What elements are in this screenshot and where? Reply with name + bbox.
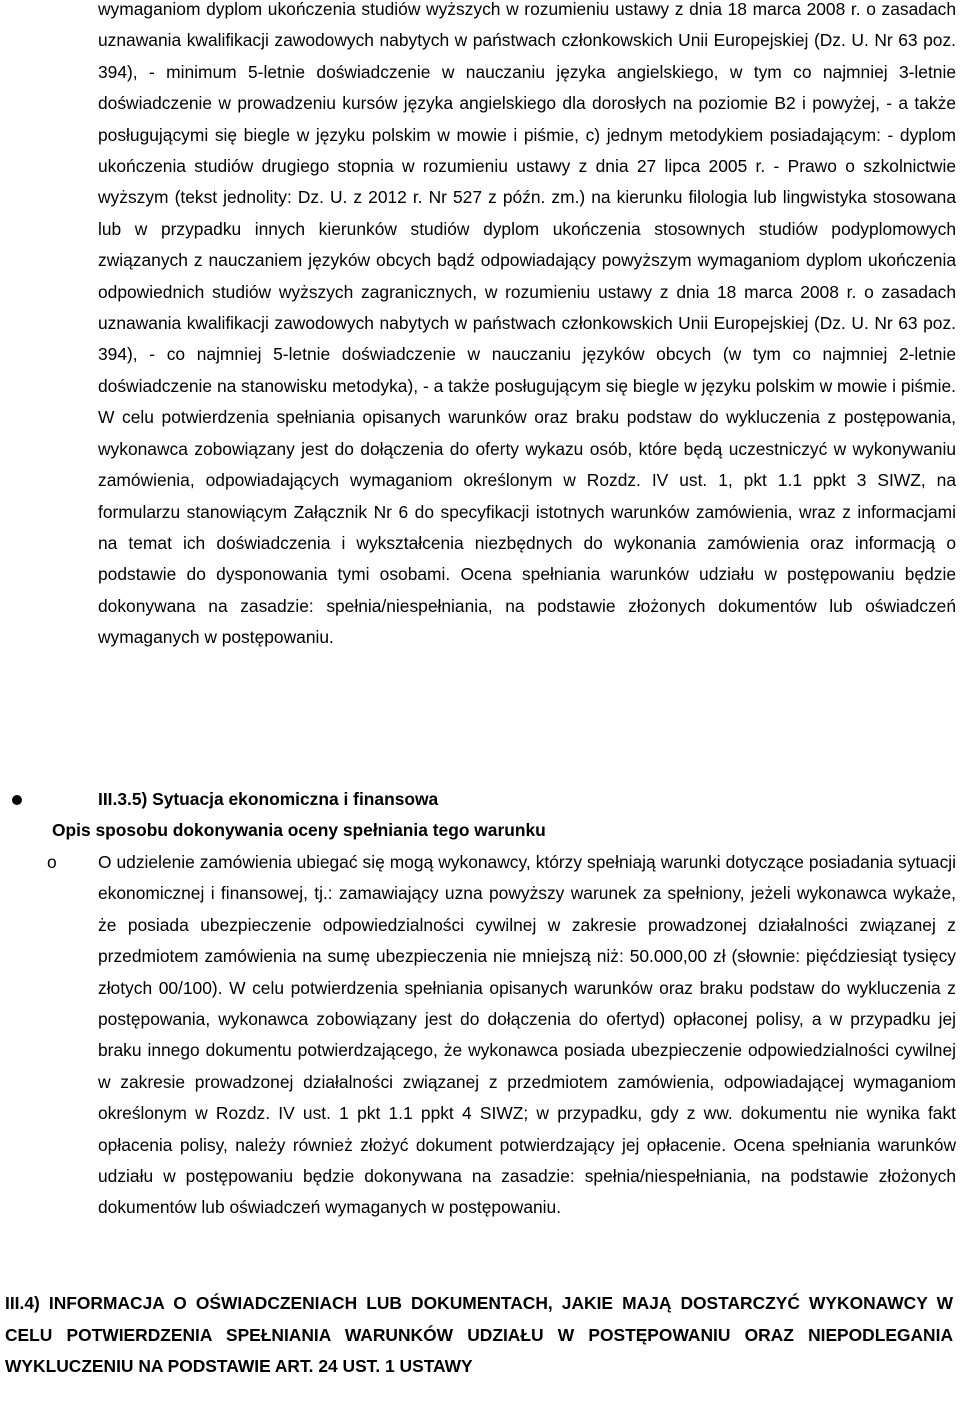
subsection-title: Opis sposobu dokonywania oceny spełniania tego warunku: [52, 820, 546, 840]
list-marker: o: [47, 852, 57, 872]
financial-condition-paragraph: O udzielenie zamówienia ubiegać się mogą wykonawcy, którzy spełniają warunki dotyczące posiadania sytuacji ekonomicznej i finansowej, tj.: zamawiający uzna powyższy warunek za spełniony, jeżeli wykonawca wykaże, że posiada ubezpieczenie odpowiedzialności cywilnej w zakresie prowadzonej działalności związanej z przedmiotem zamówienia na sumę ubezpieczenia nie mniejszą niż: 50.000,00 zł (słownie: pięćdziesiąt tysięcy złotych 00/100). W celu potwierdzenia spełniania opisanych warunków oraz braku podstaw do wykluczenia z postępowania, wykonawca zobowiązany jest do dołączenia do ofertyd) opłaconej polisy, a w przypadku jej braku innego dokumentu potwierdzającego, że wykonawca posiada ubezpieczenie odpowiedzialności cywilnej w zakresie prowadzonej działalności związanej z przedmiotem zamówienia, odpowiadającej wymaganiom określonym w Rozdz. IV ust. 1 pkt 1.1 ppkt 4 SIWZ; w przypadku, gdy z ww. dokumentu nie wynika fakt opłacenia polisy, należy również złożyć dokument potwierdzający jej opłacenie. Ocena spełniania warunków udziału w postępowaniu będzie dokonywana na zasadzie: spełnia/niespełniania, na podstawie złożonych dokumentów lub oświadczeń wymaganych w postępowaniu.: [98, 852, 956, 1218]
continuation-paragraph: wymaganiom dyplom ukończenia studiów wyższych w rozumieniu ustawy z dnia 18 marca 2008 r. o zasadach uznawania kwalifikacji zawodowych nabytych w państwach członkowskich Unii Europejskiej (Dz. U. Nr 63 poz. 394), - minimum 5-letnie doświadczenie w nauczaniu języka angielskiego, w tym co najmniej 3-letnie doświadczenie w prowadzeniu kursów języka angielskiego dla dorosłych na poziomie B2 i powyżej, - a także posługującymi się biegle w języku polskim w mowie i piśmie, c) jednym metodykiem posiadającym: - dyplom ukończenia studiów drugiego stopnia w rozumieniu ustawy z dnia 27 lipca 2005 r. - Prawo o szkolnictwie wyższym (tekst jednolity: Dz. U. z 2012 r. Nr 527 z późn. zm.) na kierunku filologia lub lingwistyka stosowana lub w przypadku innych kierunków studiów dyplom ukończenia stosownych studiów podyplomowych związanych z nauczaniem języków obcych bądź odpowiadający powyższym wymaganiom dyplom ukończenia odpowiednich studiów wyższych zagranicznych, w rozumieniu ustawy z dnia 18 marca 2008 r. o zasadach uznawania kwalifikacji zawodowych nabytych w państwach członkowskich Unii Europejskiej (Dz. U. Nr 63 poz. 394), - co najmniej 5-letnie doświadczenie w nauczaniu języków obcych (w tym co najmniej 2-letnie doświadczenie na stanowisku metodyka), - a także posługującym się biegle w języku polskim w mowie i piśmie. W celu potwierdzenia spełniania opisanych warunków oraz braku podstaw do wykluczenia z postępowania, wykonawca zobowiązany jest do dołączenia do oferty wykazu osób, które będą uczestniczyć w wykonywaniu zamówienia, odpowiadających wymaganiom określonym w Rozdz. IV ust. 1, pkt 1.1 ppkt 3 SIWZ, na formularzu stanowiącym Załącznik Nr 6 do specyfikacji istotnych warunków zamówienia, wraz z informacjami na temat ich doświadczenia i wykształcenia niezbędnych do wykonania zamówienia oraz informacją o podstawie do dysponowania tymi osobami. Ocena spełniania warunków udziału w postępowaniu będzie dokonywana na zasadzie: spełnia/niespełniania, na podstawie złożonych dokumentów lub oświadczeń wymaganych w postępowaniu.: [98, 0, 956, 648]
section-title: III.3.5) Sytuacja ekonomiczna i finansowa: [98, 789, 439, 809]
bullet-icon: [12, 795, 22, 805]
section-iii4-heading: III.4) INFORMACJA O OŚWIADCZENIACH LUB DOKUMENTACH, JAKIE MAJĄ DOSTARCZYĆ WYKONAWCY W CELU POTWIERDZENIA SPEŁNIANIA WARUNKÓW UDZIAŁU W POSTĘPOWANIU ORAZ NIEPODLEGANIA WYKLUCZENIU NA PODSTAWIE ART. 24 UST. 1 USTAWY: [5, 1293, 953, 1377]
